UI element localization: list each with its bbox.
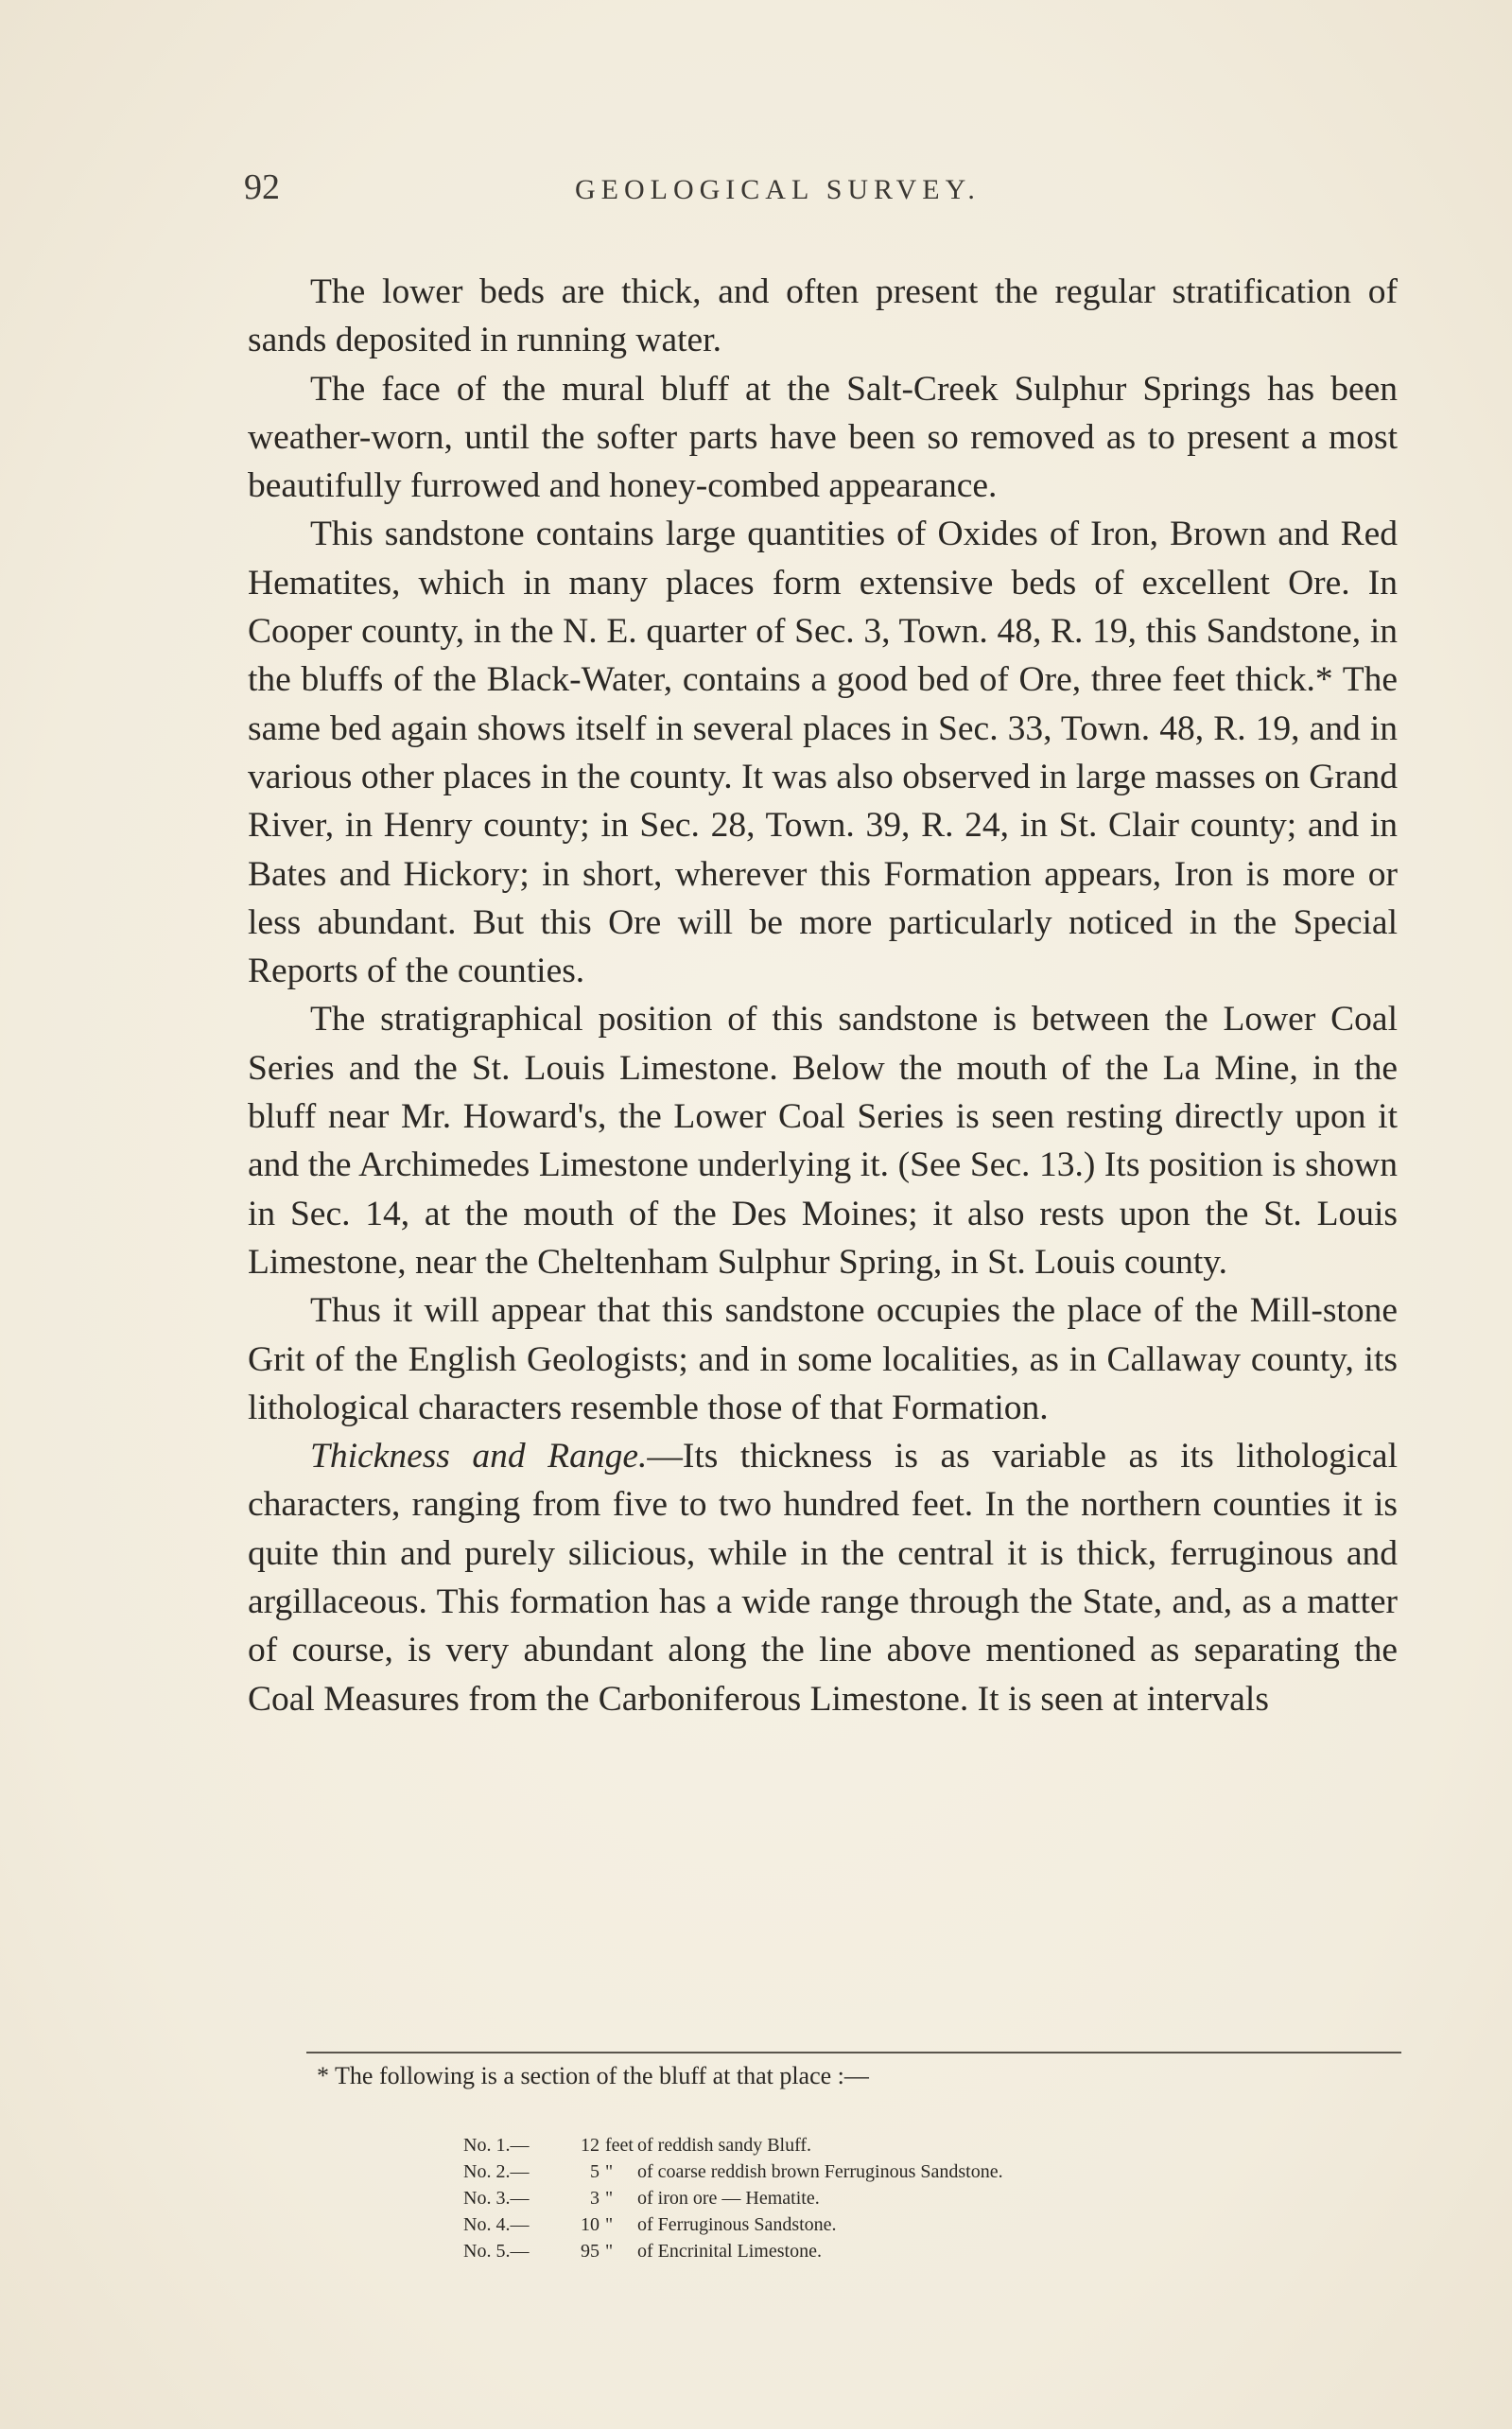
thickness-paragraph bbox=[248, 1432, 1398, 1723]
row-unit: feet bbox=[605, 2135, 634, 2156]
running-head: GEOLOGICAL SURVEY. bbox=[575, 174, 981, 205]
row-number: No. 5.— bbox=[463, 2241, 530, 2262]
row-description: of coarse reddish brown Ferruginous Sandstone. bbox=[637, 2161, 1003, 2182]
footnote-section-table bbox=[463, 2132, 1003, 2264]
row-number: No. 3.— bbox=[463, 2188, 530, 2209]
row-quantity: 95 bbox=[581, 2241, 600, 2262]
footnote-intro: * The following is a section of the bluff at that place :— bbox=[317, 2062, 869, 2089]
footnote bbox=[317, 2062, 1404, 2104]
footnote-row bbox=[463, 2158, 1003, 2185]
footnote-row bbox=[463, 2132, 1003, 2158]
footnote-row bbox=[463, 2211, 1003, 2238]
row-quantity: 12 bbox=[581, 2135, 600, 2156]
footnote-divider bbox=[306, 2052, 1401, 2053]
paragraph: This sandstone contains large quantities of Oxides of Iron, Brown and Red Hematites, which in many places form extensive beds of excellent Ore. In Cooper county, in the N. E. quarter of Sec. 3, Town. 48, R. 19, this Sandstone, in the bluffs of the Black-Water, contains a good bed of Ore, three feet thick.* The same bed again shows itself in several places in Sec. 33, Town. 48, R. 19, and in various other places in the county. It was also observed in large masses on Grand River, in Henry county; in Sec. 28, Town. 39, R. 24, in St. Clair county; and in Bates and Hickory; in short, wherever this Formation appears, Iron is more or less abundant. But this Ore will be more particularly noticed in the Special Reports of the counties. bbox=[248, 515, 1398, 991]
paragraph: Thus it will appear that this sandstone occupies the place of the Mill-stone Grit of the English Geologists; and in some localities, as in Callaway county, its lithological characters resemble those of that Formation. bbox=[248, 1291, 1398, 1427]
page-number: 92 bbox=[244, 167, 280, 207]
paragraph: The stratigraphical position of this sandstone is between the Lower Coal Series and the St. Louis Limestone. Below the mouth of the La Mine, in the bluff near Mr. Howard's, the Lower Coal Series is seen resting directly upon it and the Archimedes Limestone underlying it. (See Sec. 13.) Its position is shown in Sec. 14, at the mouth of the Des Moines; it also rests upon the St. Louis Limestone, near the Cheltenham Sulphur Spring, in St. Louis county. bbox=[248, 1000, 1398, 1282]
row-description: of Encrinital Limestone. bbox=[637, 2241, 822, 2262]
row-unit: " bbox=[605, 2188, 614, 2209]
section-text: —Its thickness is as variable as its lithological characters, ranging from five to two hundred feet. In the northern counties it is quite thin and purely silicious, while in the central it is thick, ferruginous and argillaceous. This formation has a wide range through the State, and, as a matter of course, is very abundant along the line above mentioned as separating the Coal Measures from the Carboniferous Limestone. It is seen at intervals bbox=[248, 1437, 1398, 1719]
footnote-row bbox=[463, 2238, 1003, 2264]
row-description: of Ferruginous Sandstone. bbox=[637, 2214, 837, 2235]
section-heading: Thickness and Range. bbox=[310, 1437, 648, 1477]
row-number: No. 2.— bbox=[463, 2161, 530, 2182]
row-number: No. 4.— bbox=[463, 2214, 530, 2235]
row-description: of reddish sandy Bluff. bbox=[637, 2135, 812, 2156]
row-unit: " bbox=[605, 2161, 614, 2182]
footnote-row bbox=[463, 2185, 1003, 2211]
row-quantity: 10 bbox=[581, 2214, 600, 2235]
row-description: of iron ore — Hematite. bbox=[637, 2188, 820, 2209]
page-header bbox=[244, 166, 1407, 214]
row-unit: " bbox=[605, 2241, 614, 2262]
row-quantity: 3 bbox=[590, 2188, 600, 2209]
body-text bbox=[248, 268, 1398, 1723]
row-number: No. 1.— bbox=[463, 2135, 530, 2156]
paragraph: The face of the mural bluff at the Salt-Creek Sulphur Springs has been weather-worn, until the softer parts have been so removed as to present a most beautifully furrowed and honey-combed appearance. bbox=[248, 369, 1398, 506]
row-unit: " bbox=[605, 2214, 614, 2235]
row-quantity: 5 bbox=[590, 2161, 600, 2182]
paragraph: The lower beds are thick, and often present the regular stratification of sands deposited in running water. bbox=[248, 272, 1398, 360]
